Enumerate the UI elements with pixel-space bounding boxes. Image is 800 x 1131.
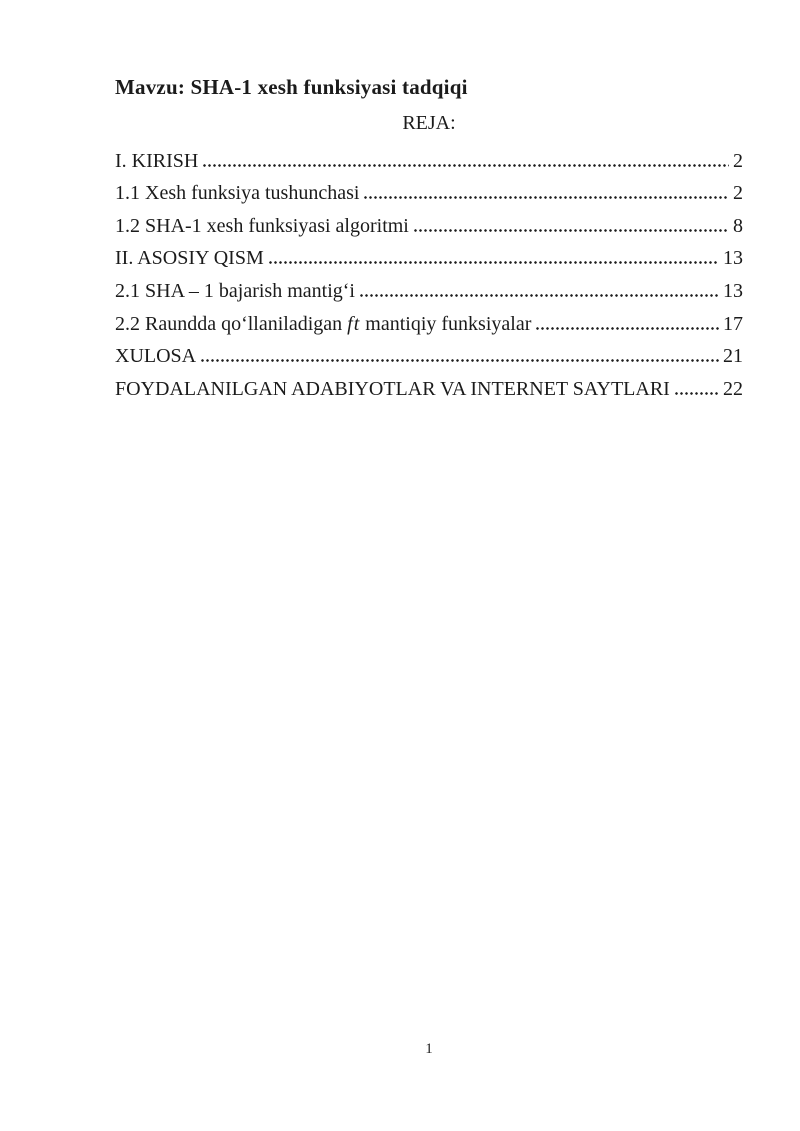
toc-entry-label (115, 312, 531, 336)
toc-entry-page-number: 17 (723, 312, 743, 335)
toc-dot-leader (359, 291, 719, 298)
toc-entry-label (115, 279, 355, 303)
toc-entry-2-1-bajarish-mantigi[interactable] (115, 270, 743, 303)
toc-entry-page-number: 13 (723, 247, 743, 270)
toc-entry-page-number: 13 (723, 279, 743, 302)
toc-entry-1-1-xesh-funksiya[interactable] (115, 173, 743, 206)
toc-entry-2-2-raundda-funksiyalar[interactable] (115, 303, 743, 336)
toc-entry-text: FOYDALANILGAN ADABIYOTLAR VA INTERNET SAYTLARI (115, 377, 670, 400)
toc-entry-1-2-sha1-algoritmi[interactable] (115, 205, 743, 238)
toc-entry-text: 1.1 Xesh funksiya tushunchasi (115, 182, 360, 205)
toc-dot-leader (202, 161, 729, 168)
toc-entry-label (115, 344, 196, 368)
toc-entry-kirish[interactable] (115, 140, 743, 173)
toc-dot-leader (674, 389, 719, 396)
toc-entry-label (115, 214, 409, 238)
toc-entry-label (115, 246, 264, 270)
toc-entry-text: 1.2 SHA-1 xesh funksiyasi algoritmi (115, 214, 409, 237)
toc-entry-page-number: 2 (733, 182, 743, 205)
toc-entry-text: I. KIRISH (115, 149, 199, 172)
toc-entry-text-italic: ft (347, 312, 361, 335)
toc-entry-page-number: 8 (733, 214, 743, 237)
toc-entry-page-number: 22 (723, 377, 743, 400)
page-number: 1 (425, 1041, 433, 1057)
toc-entry-text: 2.2 Raundda qo‘llaniladigan (115, 312, 348, 335)
toc-entry-foydalanilgan-adabiyotlar[interactable] (115, 368, 743, 401)
toc-entry-label (115, 149, 198, 173)
table-of-contents (115, 140, 743, 401)
toc-entry-label (115, 377, 670, 401)
toc-entry-text-post: mantiqiy funksiyalar (360, 312, 532, 335)
toc-entry-asosiy-qism[interactable] (115, 238, 743, 271)
toc-entry-text: 2.1 SHA – 1 bajarish mantig‘i (115, 279, 355, 302)
toc-entry-page-number: 21 (723, 345, 743, 368)
toc-dot-leader (413, 226, 729, 233)
toc-entry-page-number: 2 (733, 149, 743, 172)
page-content (115, 76, 743, 401)
toc-dot-leader (363, 193, 729, 200)
toc-dot-leader (535, 324, 719, 331)
document-title: Mavzu: SHA-1 xesh funksiyasi tadqiqi (115, 75, 468, 99)
toc-heading: REJA: (402, 112, 456, 134)
toc-entry-text: XULOSA (115, 345, 197, 368)
toc-dot-leader (268, 258, 719, 265)
toc-dot-leader (200, 356, 719, 363)
toc-entry-xulosa[interactable] (115, 336, 743, 369)
toc-entry-label (115, 181, 359, 205)
toc-entry-text: II. ASOSIY QISM (115, 247, 264, 270)
